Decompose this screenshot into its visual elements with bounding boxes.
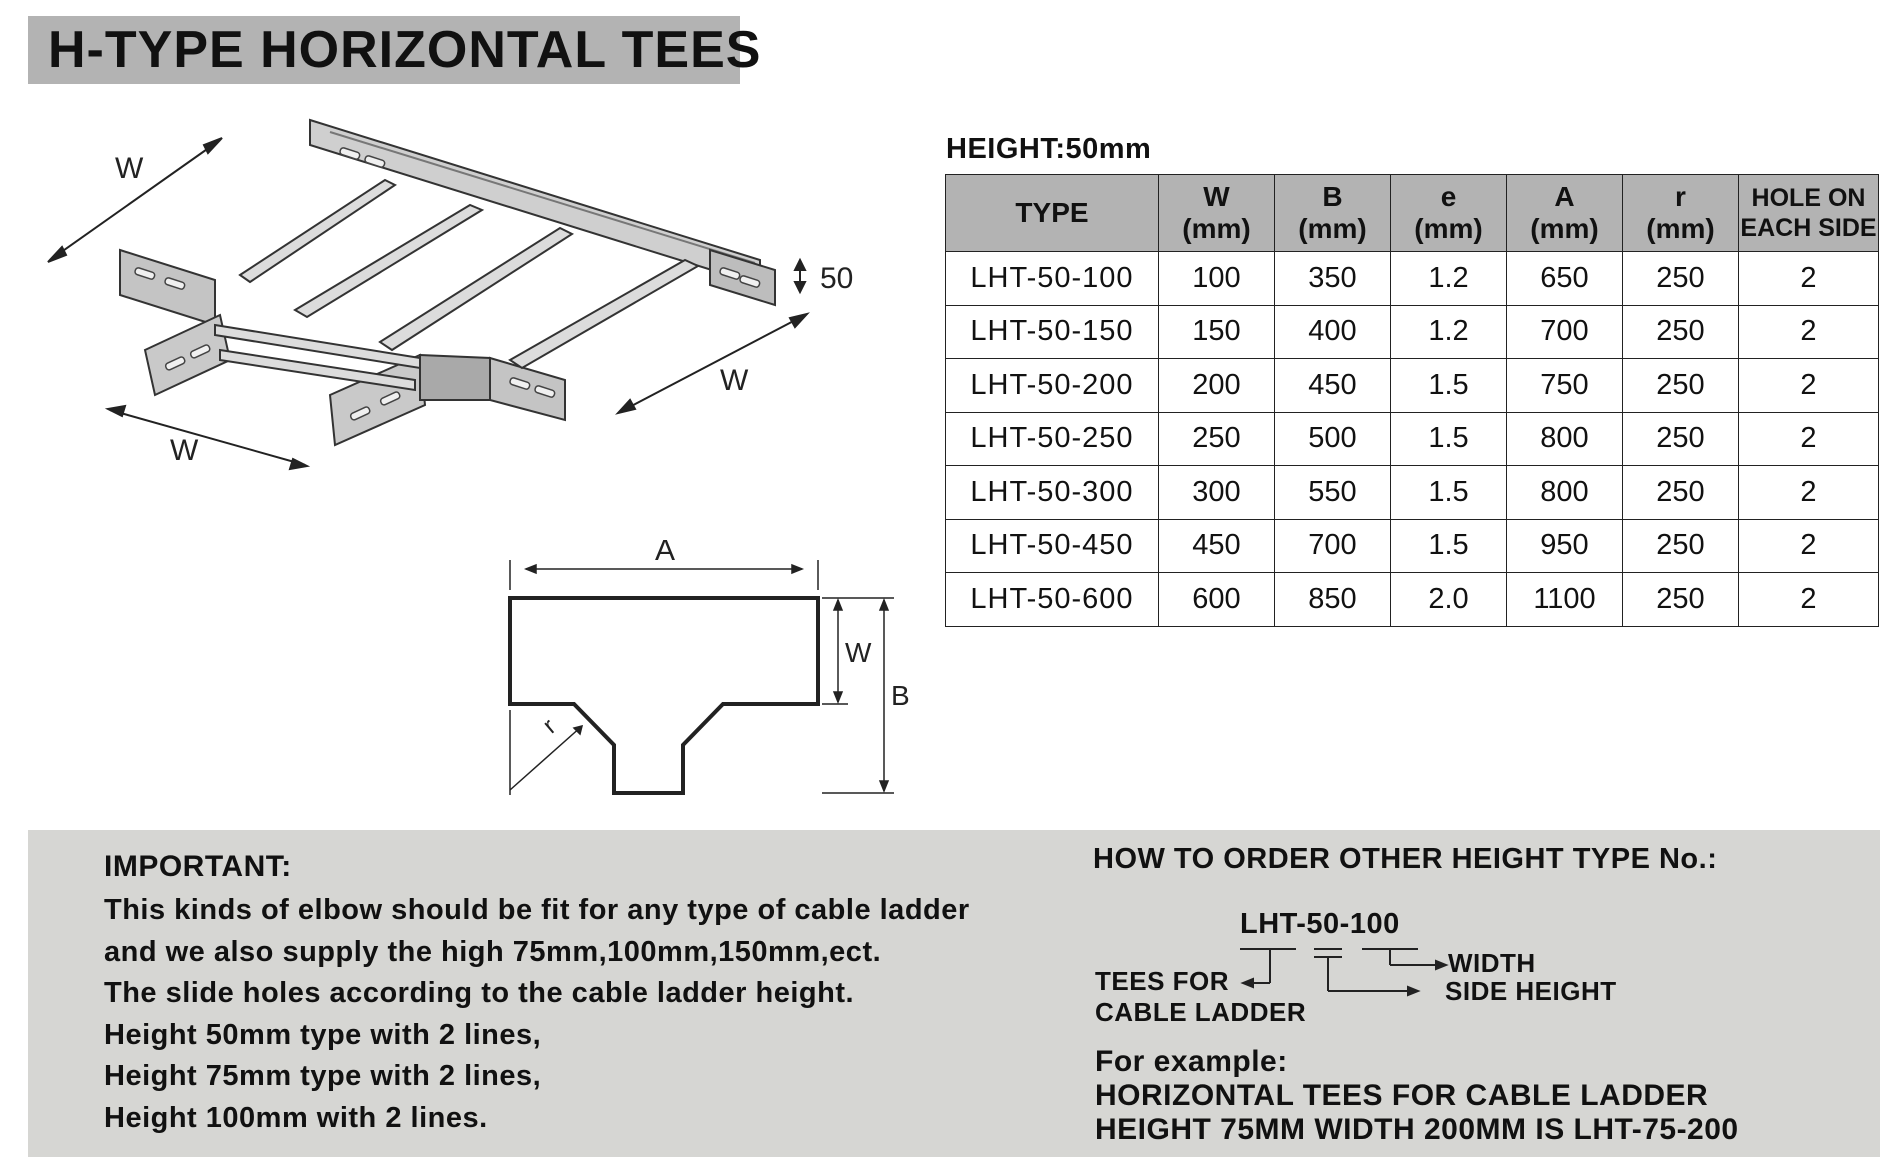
example-line-2: HEIGHT 75MM WIDTH 200MM IS LHT-75-200: [1095, 1113, 1739, 1146]
important-line: Height 75mm type with 2 lines,: [104, 1060, 542, 1092]
cell-type: LHT-50-600: [946, 573, 1159, 627]
cell-e: 1.5: [1391, 466, 1507, 520]
cell-a: 650: [1507, 252, 1623, 306]
header-w: W (mm): [1159, 175, 1275, 252]
cell-hole: 2: [1739, 359, 1879, 413]
order-label-side-height: SIDE HEIGHT: [1445, 976, 1617, 1006]
header-e: e (mm): [1391, 175, 1507, 252]
cell-type: LHT-50-150: [946, 305, 1159, 359]
table-header-row: [946, 175, 1879, 252]
example-intro: For example:: [1095, 1045, 1288, 1078]
spec-table: [945, 174, 1879, 627]
cell-r: 250: [1623, 412, 1739, 466]
height-label: HEIGHT:50mm: [946, 133, 1152, 165]
cell-type: LHT-50-250: [946, 412, 1159, 466]
dim-w-bottom: W: [170, 434, 199, 467]
table-row: [946, 412, 1879, 466]
cell-e: 1.2: [1391, 252, 1507, 306]
cell-hole: 2: [1739, 412, 1879, 466]
cell-e: 1.5: [1391, 519, 1507, 573]
cell-type: LHT-50-200: [946, 359, 1159, 413]
cell-a: 1100: [1507, 573, 1623, 627]
cell-b: 500: [1275, 412, 1391, 466]
cell-e: 1.2: [1391, 305, 1507, 359]
cell-w: 150: [1159, 305, 1275, 359]
cell-b: 550: [1275, 466, 1391, 520]
dim-height-50: 50: [820, 262, 854, 295]
header-a: A (mm): [1507, 175, 1623, 252]
cell-hole: 2: [1739, 305, 1879, 359]
cell-hole: 2: [1739, 573, 1879, 627]
order-label-width: WIDTH: [1448, 948, 1536, 978]
important-line: The slide holes according to the cable ladder height.: [104, 977, 855, 1009]
cell-b: 850: [1275, 573, 1391, 627]
cell-w: 100: [1159, 252, 1275, 306]
table-row: [946, 359, 1879, 413]
cell-b: 350: [1275, 252, 1391, 306]
cell-r: 250: [1623, 305, 1739, 359]
order-code-diagram: [1240, 945, 1460, 1005]
header-r: r (mm): [1623, 175, 1739, 252]
cell-w: 250: [1159, 412, 1275, 466]
cell-r: 250: [1623, 573, 1739, 627]
dim-a: A: [655, 540, 676, 567]
example-line-1: HORIZONTAL TEES FOR CABLE LADDER: [1095, 1079, 1709, 1112]
order-code: LHT-50-100: [1240, 908, 1400, 940]
cell-a: 750: [1507, 359, 1623, 413]
center-flange: [420, 355, 490, 400]
important-line: Height 100mm with 2 lines.: [104, 1101, 488, 1134]
cell-r: 250: [1623, 359, 1739, 413]
table-row: [946, 573, 1879, 627]
cell-w: 300: [1159, 466, 1275, 520]
cell-e: 2.0: [1391, 573, 1507, 627]
header-type: TYPE: [946, 175, 1159, 252]
dim-w-left: W: [115, 152, 144, 185]
important-line: Height 50mm type with 2 lines,: [104, 1018, 542, 1051]
plan-view-drawing: [490, 540, 910, 810]
important-notes: [104, 890, 970, 1139]
cell-a: 800: [1507, 412, 1623, 466]
cell-w: 200: [1159, 359, 1275, 413]
cell-b: 700: [1275, 519, 1391, 573]
dim-w-right: W: [720, 364, 749, 397]
cell-a: 800: [1507, 466, 1623, 520]
cell-type: LHT-50-450: [946, 519, 1159, 573]
cell-a: 700: [1507, 305, 1623, 359]
cell-e: 1.5: [1391, 412, 1507, 466]
cell-b: 450: [1275, 359, 1391, 413]
cell-hole: 2: [1739, 252, 1879, 306]
dim-b: B: [891, 680, 910, 711]
table-row: [946, 466, 1879, 520]
rung: [510, 260, 698, 368]
page-title: H-TYPE HORIZONTAL TEES: [48, 21, 762, 79]
important-line: and we also supply the high 75mm,100mm,150mm,ect.: [104, 935, 882, 968]
table-row: [946, 305, 1879, 359]
cell-type: LHT-50-300: [946, 466, 1159, 520]
table-row: [946, 252, 1879, 306]
dim-w: W: [845, 637, 872, 668]
cell-a: 950: [1507, 519, 1623, 573]
cell-b: 400: [1275, 305, 1391, 359]
left-arm-rail: [120, 250, 215, 325]
cell-hole: 2: [1739, 466, 1879, 520]
table-row: [946, 519, 1879, 573]
header-b: B (mm): [1275, 175, 1391, 252]
title-banner: [28, 16, 762, 84]
cell-w: 600: [1159, 573, 1275, 627]
header-hole: HOLE ON EACH SIDE: [1739, 175, 1879, 252]
cell-r: 250: [1623, 252, 1739, 306]
important-title: IMPORTANT:: [104, 850, 292, 883]
cell-w: 450: [1159, 519, 1275, 573]
cell-hole: 2: [1739, 519, 1879, 573]
cell-r: 250: [1623, 466, 1739, 520]
order-label-tees-line1: TEES FOR: [1095, 966, 1230, 996]
isometric-tee-drawing: [20, 110, 900, 490]
cell-type: LHT-50-100: [946, 252, 1159, 306]
dim-r: r: [537, 713, 562, 740]
order-label-tees-line2: CABLE LADDER: [1095, 997, 1307, 1027]
important-line: This kinds of elbow should be fit for any type of cable ladder: [104, 894, 970, 926]
cell-r: 250: [1623, 519, 1739, 573]
order-title: HOW TO ORDER OTHER HEIGHT TYPE No.:: [1093, 843, 1718, 875]
cell-e: 1.5: [1391, 359, 1507, 413]
tee-outline: [510, 598, 818, 793]
